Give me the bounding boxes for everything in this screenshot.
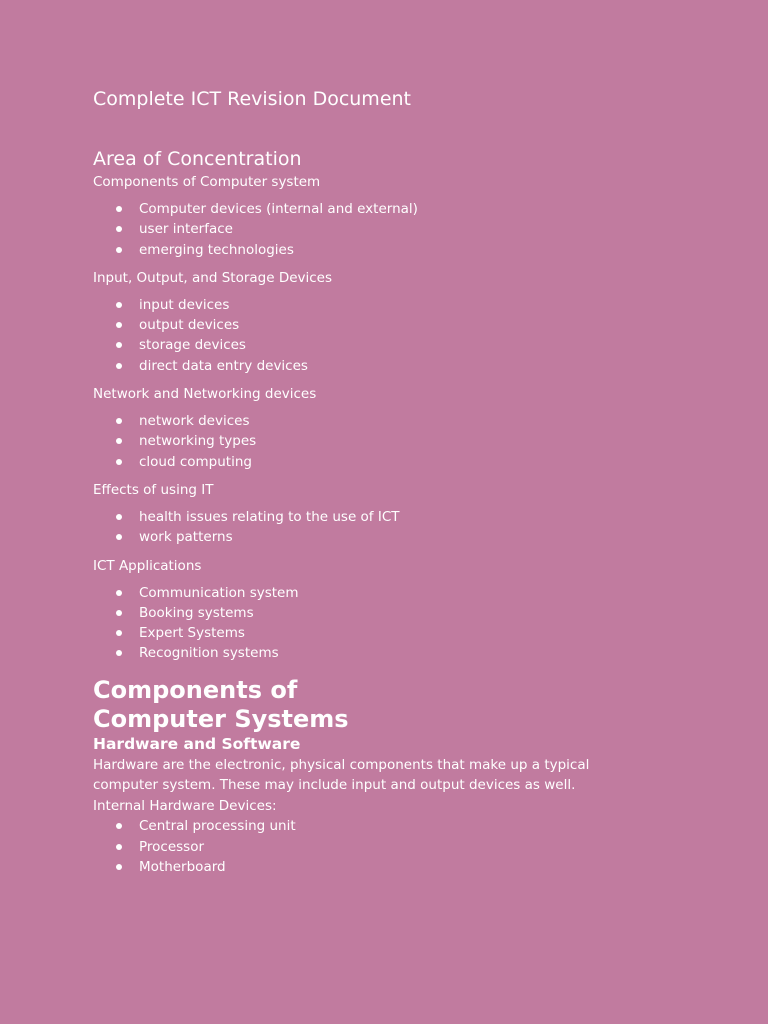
- hardware-paragraph: Hardware are the electronic, physical components that make up a typical computer system. These may include input and output devices as well.: [93, 756, 590, 794]
- list-item: output devices: [139, 315, 653, 335]
- list-item: Motherboard: [139, 857, 653, 877]
- list-item: work patterns: [139, 527, 653, 547]
- topic-label: Input, Output, and Storage Devices: [93, 269, 333, 286]
- hardware-software-subheading: Hardware and Software: [93, 734, 301, 753]
- document-title: Complete ICT Revision Document: [93, 88, 411, 110]
- topic-list: [93, 295, 653, 376]
- topic-label: Components of Computer system: [93, 174, 321, 190]
- topic-list: [93, 583, 653, 664]
- list-item: cloud computing: [139, 452, 653, 472]
- list-item: input devices: [139, 295, 653, 315]
- list-item: Recognition systems: [139, 643, 653, 663]
- list-item: user interface: [139, 219, 653, 239]
- topic-label: Effects of using IT: [93, 481, 214, 498]
- list-item: Communication system: [139, 583, 653, 603]
- list-item: Central processing unit: [139, 816, 653, 836]
- topic-list: [93, 507, 653, 548]
- topic-label: ICT Applications: [93, 557, 202, 574]
- list-item: storage devices: [139, 335, 653, 355]
- list-item: Processor: [139, 837, 653, 857]
- components-section-heading: Components of Computer Systems: [93, 675, 349, 733]
- document-content: [93, 86, 653, 877]
- list-item: network devices: [139, 411, 653, 431]
- topic-list: [93, 199, 653, 260]
- list-item: direct data entry devices: [139, 356, 653, 376]
- list-item: Expert Systems: [139, 623, 653, 643]
- internal-hardware-label: Internal Hardware Devices:: [93, 797, 277, 814]
- list-item: Computer devices (internal and external): [139, 199, 653, 219]
- internal-hardware-list: [93, 816, 653, 877]
- list-item: emerging technologies: [139, 240, 653, 260]
- list-item: Booking systems: [139, 603, 653, 623]
- list-item: health issues relating to the use of ICT: [139, 507, 653, 527]
- topic-list: [93, 411, 653, 472]
- topic-label: Network and Networking devices: [93, 386, 317, 403]
- area-of-concentration-heading: Area of Concentration: [93, 148, 302, 170]
- list-item: networking types: [139, 431, 653, 451]
